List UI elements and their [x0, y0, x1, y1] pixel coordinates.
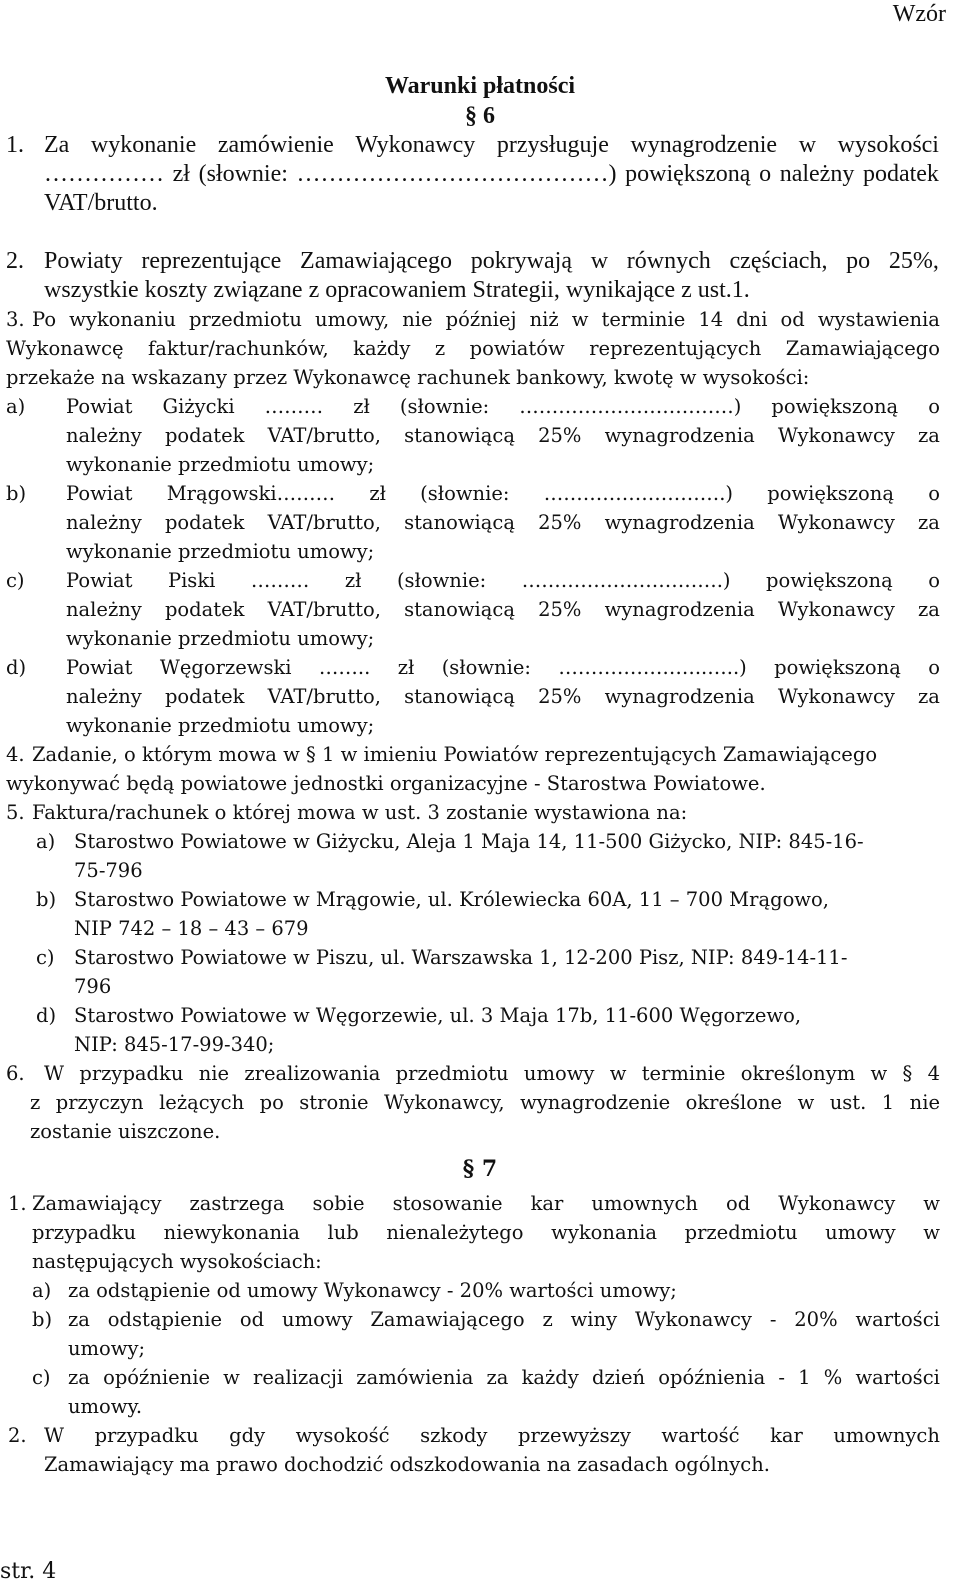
word: Wykonawcy — [777, 598, 895, 621]
word: nie — [909, 1091, 940, 1114]
word: zamówienie — [217, 132, 334, 158]
word: opóźnienie — [103, 1366, 210, 1389]
word: ……… — [250, 569, 310, 592]
word: należny — [66, 424, 142, 447]
word: wartości — [855, 1308, 940, 1331]
word: nie — [402, 308, 433, 331]
word: umowy, — [315, 308, 390, 331]
word: Giżycki — [162, 395, 235, 418]
word: częściach, — [729, 248, 828, 274]
s6-item4-number: 4. — [6, 743, 25, 766]
word: podatek — [164, 424, 245, 447]
word: pokrywają — [470, 248, 572, 274]
s6-item1-line3: VAT/brutto. — [44, 190, 158, 216]
word: za — [918, 511, 940, 534]
word: leżących — [159, 1091, 245, 1114]
s6-item4-line2: wykonywać będą powiatowe jednostki organizacyjne - Starostwa Powiatowe. — [6, 772, 766, 795]
word: podatek — [164, 685, 245, 708]
word: niż — [529, 308, 559, 331]
word: umownych — [591, 1192, 698, 1215]
word: - — [769, 1308, 777, 1331]
s7-item1-line1 — [32, 1189, 940, 1218]
s6-item5-c-line1: Starostwo Powiatowe w Piszu, ul. Warszawska 1, 12-200 Pisz, NIP: 849-14-11- — [74, 946, 848, 969]
s6-item5-b-line1: Starostwo Powiatowe w Mrągowie, ul. Królewiecka 60A, 11 – 700 Mrągowo, — [74, 888, 829, 911]
word: przysługuje — [496, 132, 609, 158]
word: nienależytego — [386, 1221, 524, 1244]
word: wartości — [855, 1366, 940, 1389]
word: zł — [344, 569, 362, 592]
word: wykonanie — [90, 132, 197, 158]
word: należny — [66, 685, 142, 708]
word: Wykonawcy, — [384, 1091, 505, 1114]
word: o — [928, 395, 940, 418]
word: każdy — [521, 1366, 579, 1389]
word: Powiat — [66, 569, 133, 592]
word: Po — [32, 308, 57, 331]
word: VAT/brutto, — [267, 685, 381, 708]
word: równych — [626, 248, 711, 274]
word: w — [571, 308, 589, 331]
s6-item5-a-line2: 75-796 — [74, 859, 143, 882]
word: sobie — [312, 1192, 365, 1215]
word: ………………………….) — [521, 569, 731, 592]
word: Mrągowski……… — [166, 482, 336, 505]
word: …….. — [318, 656, 371, 679]
word: VAT/brutto, — [267, 511, 381, 534]
word: zł — [353, 395, 370, 418]
word: faktur/rachunków, — [148, 337, 329, 360]
word: podatek — [164, 511, 245, 534]
word: wynagrodzenia — [604, 424, 755, 447]
word: W — [44, 1424, 65, 1447]
word: 1 — [798, 1366, 811, 1389]
word: Powiat — [66, 482, 133, 505]
word: powiększoną — [625, 161, 751, 187]
word: przyczyn — [55, 1091, 144, 1114]
s7-item1-line3: następujących wysokościach: — [32, 1250, 322, 1273]
word: za — [918, 685, 940, 708]
word: za — [68, 1308, 90, 1331]
s6-item3-d-line3: wykonanie przedmiotu umowy; — [66, 714, 375, 737]
word: ust. — [829, 1091, 867, 1114]
word: Wykonawcy — [777, 511, 895, 534]
word: § — [902, 1062, 913, 1085]
word: powiększoną — [774, 656, 901, 679]
word: w — [923, 1221, 940, 1244]
s6-item3-a-line3: wykonanie przedmiotu umowy; — [66, 453, 375, 476]
s6-item3-c-line3: wykonanie przedmiotu umowy; — [66, 627, 375, 650]
word: terminie — [641, 1062, 726, 1085]
word: podatek — [164, 598, 245, 621]
word: (słownie: — [396, 569, 487, 592]
word: wynagrodzenie — [630, 132, 778, 158]
word: za — [486, 1366, 509, 1389]
word: wartość — [661, 1424, 740, 1447]
s6-item6-line1 — [44, 1059, 940, 1088]
word: umowy — [282, 1308, 353, 1331]
word: 25% — [538, 511, 582, 534]
word: w — [870, 1062, 888, 1085]
word: przypadku — [79, 1062, 184, 1085]
word: 25% — [538, 598, 582, 621]
s7-item1-c-letter: c) — [32, 1366, 51, 1389]
word: wysokości — [837, 132, 939, 158]
word: należny — [66, 511, 142, 534]
word: przypadku — [94, 1424, 199, 1447]
word: umowy — [523, 1062, 595, 1085]
s6-item5-a-letter: a) — [36, 830, 56, 853]
s6-item3-d-letter: d) — [6, 656, 27, 679]
word: Zamawiającego — [785, 337, 940, 360]
word: zł — [369, 482, 386, 505]
s7-item1-c-line2: umowy. — [68, 1395, 143, 1418]
word: zł — [172, 161, 190, 187]
word: ……………………………) — [519, 395, 742, 418]
word: za — [68, 1366, 90, 1389]
s6-item4-line1: Zadanie, o którym mowa w § 1 w imieniu Powiatów reprezentujących Zamawiającego — [32, 743, 878, 766]
s6-item6-number: 6. — [6, 1062, 25, 1085]
section-7-mark: § 7 — [462, 1156, 498, 1182]
word: z — [30, 1091, 41, 1114]
word: (słownie: — [198, 161, 288, 187]
word: stanowiącą — [404, 511, 515, 534]
word: 20% — [794, 1308, 838, 1331]
word: przypadku — [32, 1221, 137, 1244]
word: (słownie: — [441, 656, 531, 679]
word: VAT/brutto, — [267, 424, 381, 447]
s7-item2-line2: Zamawiający ma prawo dochodzić odszkodowania na zasadach ogólnych. — [44, 1453, 770, 1476]
word: kar — [530, 1192, 564, 1215]
word: wysokość — [295, 1424, 390, 1447]
s6-item1-line2 — [44, 160, 939, 189]
s6-item5-b-letter: b) — [36, 888, 57, 911]
s7-item1-b-letter: b) — [32, 1308, 53, 1331]
s6-item3-a-line2 — [66, 421, 940, 450]
word: realizacji — [253, 1366, 344, 1389]
word: szkody — [420, 1424, 488, 1447]
word: w — [609, 1062, 627, 1085]
word: Węgorzewski — [159, 656, 292, 679]
s7-item1-a-letter: a) — [32, 1279, 52, 1302]
s6-item3-c-line2 — [66, 595, 940, 624]
word: (słownie: — [399, 395, 490, 418]
word: reprezentujących — [589, 337, 762, 360]
s7-item2-line1 — [44, 1421, 940, 1450]
word: należny — [66, 598, 142, 621]
word: przedmiotu — [395, 1062, 509, 1085]
word: W — [44, 1062, 65, 1085]
s6-item5-line1: Faktura/rachunek o której mowa w ust. 3 zostanie wystawiona na: — [32, 801, 688, 824]
word: określone — [685, 1091, 783, 1114]
word: za — [918, 598, 940, 621]
word: 25% — [538, 685, 582, 708]
word: od — [725, 1192, 751, 1215]
word: ……… — [264, 395, 324, 418]
section-6-mark: § 6 — [465, 103, 495, 129]
word: 4 — [927, 1062, 940, 1085]
word: powiększoną — [766, 569, 893, 592]
word: 25%, — [888, 248, 939, 274]
s6-item3-line3: przekaże na wskazany przez Wykonawcę rachunek bankowy, kwotę w wysokości: — [6, 366, 810, 389]
word: o — [759, 161, 772, 187]
s6-item5-b-line2: NIP 742 – 18 – 43 – 679 — [74, 917, 309, 940]
word: (słownie: — [420, 482, 510, 505]
word: później — [445, 308, 517, 331]
s7-item1-c-line1 — [68, 1363, 940, 1392]
word: …………………..…..) — [558, 656, 747, 679]
word: stronie — [299, 1091, 369, 1114]
word: niewykonania — [163, 1221, 300, 1244]
word: z — [542, 1308, 553, 1331]
word: lub — [327, 1221, 359, 1244]
word: zł — [397, 656, 415, 679]
word: z — [434, 337, 446, 360]
word: stanowiącą — [404, 685, 515, 708]
s6-item3-number: 3. — [6, 308, 25, 331]
word: przewyższy — [517, 1424, 631, 1447]
s6-item3-d-line1 — [66, 653, 940, 682]
word: dni — [736, 308, 768, 331]
s6-item1-number: 1. — [6, 132, 24, 158]
word: w — [590, 248, 609, 274]
s7-item1-line2 — [32, 1218, 940, 1247]
word: 25% — [538, 424, 582, 447]
word: Piski — [167, 569, 216, 592]
word: Zamawiającego — [370, 1308, 525, 1331]
word: umowy — [825, 1221, 896, 1244]
s6-item3-line1 — [32, 305, 940, 334]
s6-item5-d-line1: Starostwo Powiatowe w Węgorzewie, ul. 3 Maja 17b, 11-600 Węgorzewo, — [74, 1004, 802, 1027]
s6-item3-b-line1 — [66, 479, 940, 508]
word: zamówienia — [356, 1366, 474, 1389]
word: nie — [198, 1062, 230, 1085]
s6-item5-d-letter: d) — [36, 1004, 57, 1027]
word: od — [239, 1308, 265, 1331]
word: terminie — [601, 308, 686, 331]
word: określonym — [740, 1062, 856, 1085]
s6-item6-line2 — [30, 1088, 940, 1117]
word: reprezentujące — [141, 248, 282, 274]
word: odstąpienie — [107, 1308, 223, 1331]
word: VAT/brutto, — [267, 598, 381, 621]
word: opóźnienia — [658, 1366, 766, 1389]
s6-item3-a-line1 — [66, 392, 940, 421]
word: umownych — [833, 1424, 940, 1447]
word: podatek — [862, 161, 939, 187]
word: Wykonawcy — [355, 132, 476, 158]
s6-item2-line1 — [44, 247, 939, 276]
word: zrealizowania — [244, 1062, 381, 1085]
word: powiatów — [469, 337, 565, 360]
word: winy — [570, 1308, 618, 1331]
s6-item6-line3: zostanie uiszczone. — [30, 1120, 221, 1143]
template-label: Wzór — [892, 1, 946, 27]
s6-item2-line2: wszystkie koszty związane z opracowaniem Strategii, wynikające z ust.1. — [44, 277, 750, 303]
word: przedmiotu — [684, 1221, 798, 1244]
s6-item5-a-line1: Starostwo Powiatowe w Giżycku, Aleja 1 Maja 14, 11-500 Giżycko, NIP: 845-16- — [74, 830, 864, 853]
word: ……………………….) — [543, 482, 733, 505]
word: wystawienia — [817, 308, 940, 331]
s7-item2-number: 2. — [8, 1424, 27, 1447]
word: Powiaty — [44, 248, 123, 274]
word: w — [797, 1091, 815, 1114]
word: należny — [779, 161, 855, 187]
word: wynagrodzenie — [520, 1091, 671, 1114]
s7-item1-b-line2: umowy; — [68, 1337, 146, 1360]
s6-item5-c-letter: c) — [36, 946, 55, 969]
word: stanowiącą — [404, 598, 515, 621]
word: …………… — [44, 161, 164, 187]
s6-item3-d-line2 — [66, 682, 940, 711]
s6-item2-number: 2. — [6, 248, 24, 274]
word: Wykonawcy — [778, 1192, 896, 1215]
s7-item1-a-line1: za odstąpienie od umowy Wykonawcy - 20% wartości umowy; — [68, 1279, 677, 1302]
s7-item1-b-line1 — [68, 1305, 940, 1334]
s6-item3-line2 — [6, 334, 940, 363]
s6-item5-number: 5. — [6, 801, 25, 824]
word: kar — [770, 1424, 803, 1447]
word: zastrzega — [189, 1192, 285, 1215]
word: za — [918, 424, 940, 447]
word: w — [923, 1192, 940, 1215]
word: o — [928, 569, 940, 592]
word: wykonania — [551, 1221, 657, 1244]
s6-item3-c-line1 — [66, 566, 940, 595]
word: o — [928, 482, 940, 505]
word: powiększoną — [767, 482, 894, 505]
section-title: Warunki płatności — [384, 73, 576, 99]
word: Wykonawcy — [634, 1308, 752, 1331]
word: wykonaniu — [69, 308, 176, 331]
s7-item1-number: 1. — [8, 1192, 27, 1215]
word: Powiat — [66, 656, 133, 679]
word: Zamawiającego — [300, 248, 452, 274]
word: Wykonawcę — [6, 337, 124, 360]
word: od — [780, 308, 805, 331]
word: po — [846, 248, 871, 274]
word: w — [223, 1366, 240, 1389]
word: o — [928, 656, 940, 679]
word: Wykonawcy — [777, 685, 895, 708]
word: Za — [44, 132, 70, 158]
word: każdy — [353, 337, 411, 360]
s6-item3-b-line3: wykonanie przedmiotu umowy; — [66, 540, 375, 563]
s6-item3-c-letter: c) — [6, 569, 25, 592]
s6-item3-b-line2 — [66, 508, 940, 537]
s6-item1-line1 — [44, 131, 939, 160]
word: …………………………………) — [296, 161, 617, 187]
word: Zamawiający — [32, 1192, 162, 1215]
word: po — [259, 1091, 284, 1114]
word: przedmiotu — [189, 308, 302, 331]
page-number: str. 4 — [0, 1559, 57, 1584]
word: % — [823, 1366, 843, 1389]
s6-item5-c-line2: 796 — [74, 975, 112, 998]
word: stosowanie — [392, 1192, 503, 1215]
word: gdy — [229, 1424, 266, 1447]
word: wynagrodzenia — [604, 685, 755, 708]
word: - — [778, 1366, 785, 1389]
word: 14 — [698, 308, 724, 331]
word: 1 — [881, 1091, 895, 1114]
word: wynagrodzenia — [604, 598, 755, 621]
word: w — [798, 132, 817, 158]
word: Powiat — [66, 395, 133, 418]
word: dzień — [591, 1366, 646, 1389]
word: stanowiącą — [404, 424, 515, 447]
word: wynagrodzenia — [604, 511, 755, 534]
s6-item3-b-letter: b) — [6, 482, 27, 505]
s6-item5-d-line2: NIP: 845-17-99-340; — [74, 1033, 275, 1056]
word: powiększoną — [771, 395, 899, 418]
s6-item3-a-letter: a) — [6, 395, 26, 418]
word: Wykonawcy — [777, 424, 895, 447]
